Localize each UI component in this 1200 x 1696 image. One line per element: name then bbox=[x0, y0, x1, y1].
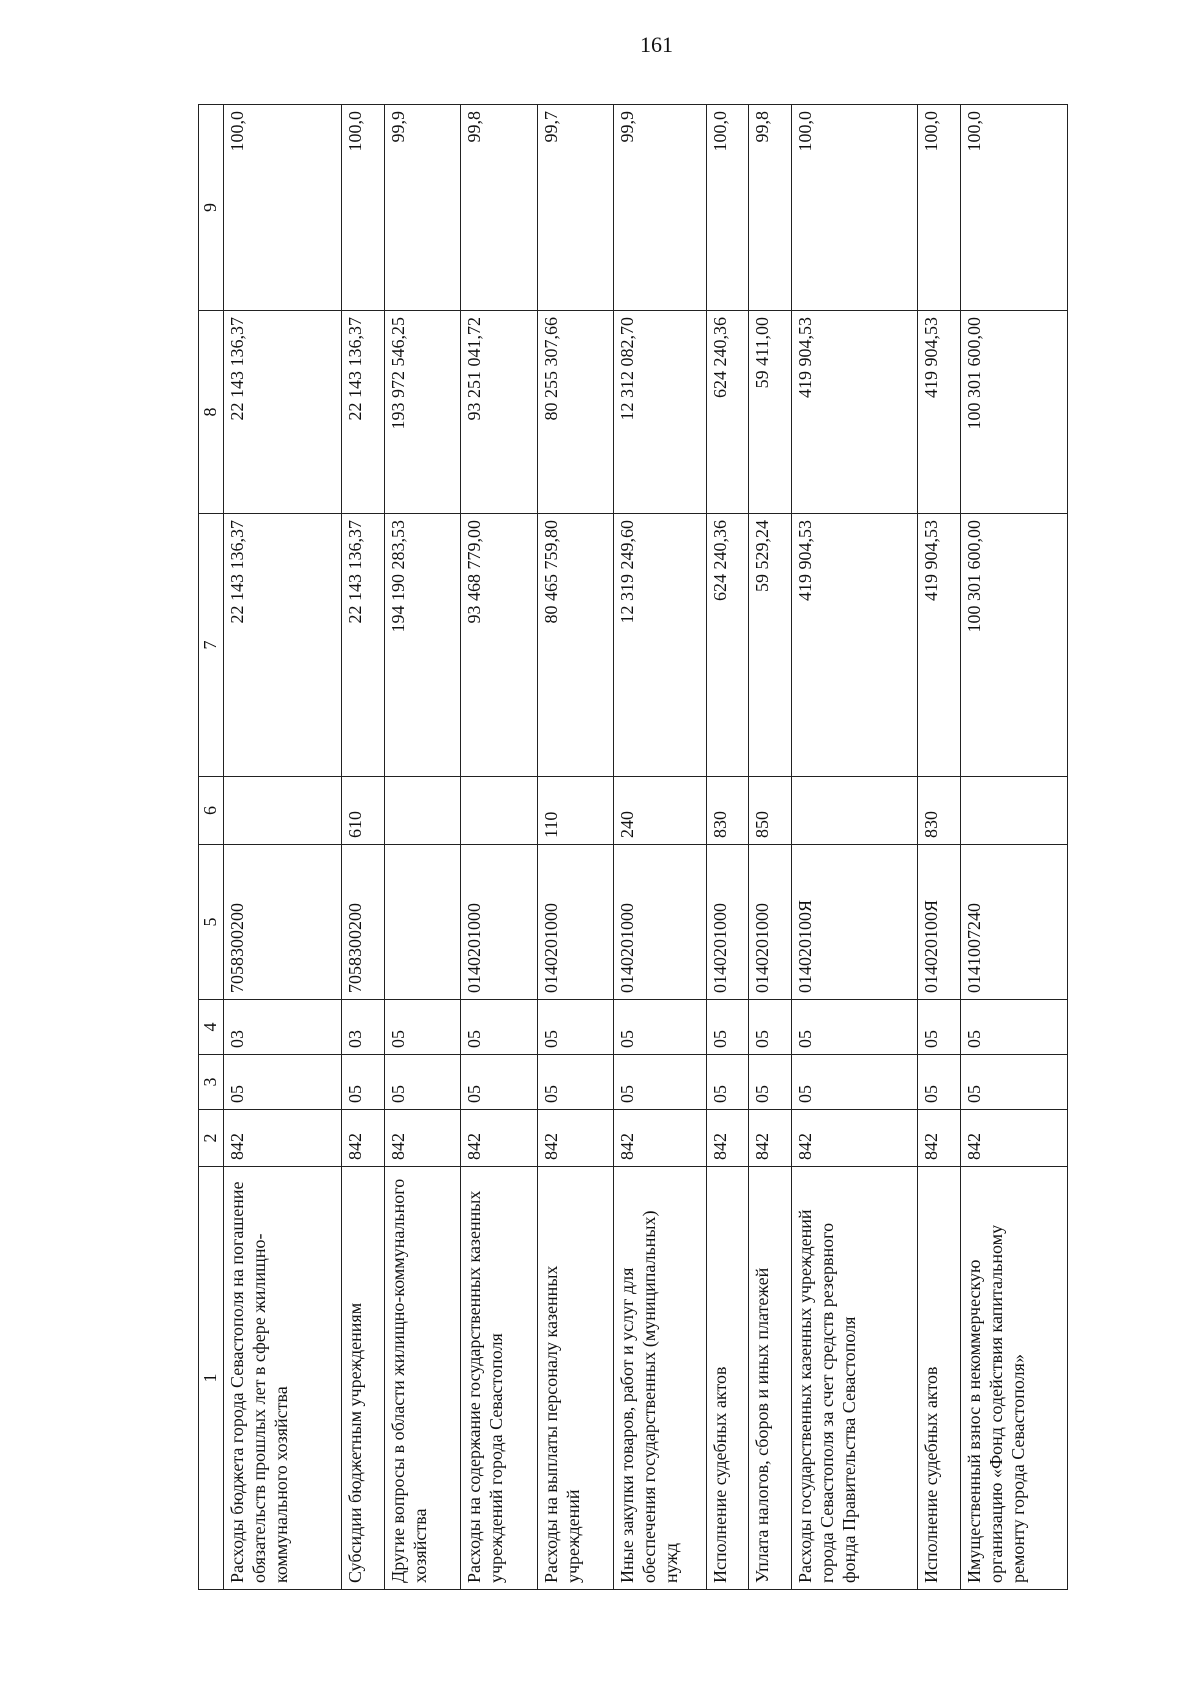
subsection-cell: 05 bbox=[614, 1000, 706, 1055]
plan-amount-cell: 624 240,36 bbox=[706, 514, 749, 777]
admin-code-cell: 842 bbox=[342, 1110, 385, 1167]
column-number-row bbox=[199, 105, 224, 1590]
section-cell: 05 bbox=[918, 1055, 961, 1110]
executed-amount-cell: 22 143 136,37 bbox=[342, 311, 385, 514]
table-row bbox=[342, 105, 385, 1590]
admin-code-cell: 842 bbox=[706, 1110, 749, 1167]
target-article-cell: 0140201000 bbox=[461, 845, 538, 1000]
percent-cell: 99,9 bbox=[614, 105, 706, 311]
plan-amount-cell: 22 143 136,37 bbox=[224, 514, 342, 777]
description-cell: Уплата налогов, сборов и иных платежей bbox=[749, 1167, 792, 1590]
plan-amount-cell: 194 190 283,53 bbox=[384, 514, 461, 777]
subsection-cell: 05 bbox=[537, 1000, 614, 1055]
column-header: 1 bbox=[199, 1167, 224, 1590]
executed-amount-cell: 419 904,53 bbox=[918, 311, 961, 514]
table-row bbox=[461, 105, 538, 1590]
description-cell: Расходы бюджета города Севастополя на погашение обязательств прошлых лет в сфере жилищно-коммунального хозяйства bbox=[224, 1167, 342, 1590]
target-article-cell: 0140201000 bbox=[706, 845, 749, 1000]
section-cell: 05 bbox=[461, 1055, 538, 1110]
section-cell: 05 bbox=[706, 1055, 749, 1110]
plan-amount-cell: 419 904,53 bbox=[918, 514, 961, 777]
expense-type-cell bbox=[384, 777, 461, 845]
section-cell: 05 bbox=[537, 1055, 614, 1110]
subsection-cell: 05 bbox=[792, 1000, 918, 1055]
table-row bbox=[224, 105, 342, 1590]
admin-code-cell: 842 bbox=[461, 1110, 538, 1167]
table-row bbox=[614, 105, 706, 1590]
table-row bbox=[918, 105, 961, 1590]
subsection-cell: 03 bbox=[342, 1000, 385, 1055]
target-article-cell: 014020100Я bbox=[918, 845, 961, 1000]
percent-cell: 100,0 bbox=[706, 105, 749, 311]
target-article-cell: 0140201000 bbox=[749, 845, 792, 1000]
table-row bbox=[792, 105, 918, 1590]
plan-amount-cell: 22 143 136,37 bbox=[342, 514, 385, 777]
expense-type-cell: 850 bbox=[749, 777, 792, 845]
plan-amount-cell: 93 468 779,00 bbox=[461, 514, 538, 777]
target-article-cell: 014020100Я bbox=[792, 845, 918, 1000]
executed-amount-cell: 624 240,36 bbox=[706, 311, 749, 514]
percent-cell: 100,0 bbox=[792, 105, 918, 311]
expense-type-cell bbox=[792, 777, 918, 845]
section-cell: 05 bbox=[749, 1055, 792, 1110]
admin-code-cell: 842 bbox=[961, 1110, 1068, 1167]
subsection-cell: 05 bbox=[961, 1000, 1068, 1055]
target-article-cell: 0140201000 bbox=[537, 845, 614, 1000]
section-cell: 05 bbox=[792, 1055, 918, 1110]
admin-code-cell: 842 bbox=[792, 1110, 918, 1167]
column-header: 8 bbox=[199, 311, 224, 514]
executed-amount-cell: 80 255 307,66 bbox=[537, 311, 614, 514]
description-cell: Исполнение судебных актов bbox=[918, 1167, 961, 1590]
description-cell: Иные закупки товаров, работ и услуг для обеспечения государственных (муниципальных) нужд bbox=[614, 1167, 706, 1590]
plan-amount-cell: 80 465 759,80 bbox=[537, 514, 614, 777]
target-article-cell: 7058300200 bbox=[342, 845, 385, 1000]
section-cell: 05 bbox=[384, 1055, 461, 1110]
executed-amount-cell: 12 312 082,70 bbox=[614, 311, 706, 514]
section-cell: 05 bbox=[961, 1055, 1068, 1110]
percent-cell: 100,0 bbox=[918, 105, 961, 311]
percent-cell: 100,0 bbox=[224, 105, 342, 311]
target-article-cell: 7058300200 bbox=[224, 845, 342, 1000]
description-cell: Другие вопросы в области жилищно-коммунального хозяйства bbox=[384, 1167, 461, 1590]
column-header: 9 bbox=[199, 105, 224, 311]
subsection-cell: 05 bbox=[706, 1000, 749, 1055]
admin-code-cell: 842 bbox=[384, 1110, 461, 1167]
executed-amount-cell: 419 904,53 bbox=[792, 311, 918, 514]
plan-amount-cell: 12 319 249,60 bbox=[614, 514, 706, 777]
admin-code-cell: 842 bbox=[537, 1110, 614, 1167]
expense-type-cell bbox=[961, 777, 1068, 845]
expense-type-cell: 240 bbox=[614, 777, 706, 845]
column-header: 2 bbox=[199, 1110, 224, 1167]
table-row bbox=[961, 105, 1068, 1590]
description-cell: Исполнение судебных актов bbox=[706, 1167, 749, 1590]
subsection-cell: 03 bbox=[224, 1000, 342, 1055]
description-cell: Имущественный взнос в некоммерческую организацию «Фонд содействия капитальному ремонту города Севастополя» bbox=[961, 1167, 1068, 1590]
expense-type-cell: 830 bbox=[706, 777, 749, 845]
column-header: 4 bbox=[199, 1000, 224, 1055]
section-cell: 05 bbox=[342, 1055, 385, 1110]
percent-cell: 99,7 bbox=[537, 105, 614, 311]
description-cell: Расходы на содержание государственных казенных учреждений города Севастополя bbox=[461, 1167, 538, 1590]
table-row bbox=[706, 105, 749, 1590]
budget-table bbox=[198, 104, 1068, 1590]
column-header: 6 bbox=[199, 777, 224, 845]
subsection-cell: 05 bbox=[918, 1000, 961, 1055]
admin-code-cell: 842 bbox=[918, 1110, 961, 1167]
page-number: 161 bbox=[640, 32, 673, 57]
expense-type-cell: 830 bbox=[918, 777, 961, 845]
percent-cell: 99,9 bbox=[384, 105, 461, 311]
target-article-cell bbox=[384, 845, 461, 1000]
percent-cell: 100,0 bbox=[961, 105, 1068, 311]
plan-amount-cell: 419 904,53 bbox=[792, 514, 918, 777]
percent-cell: 99,8 bbox=[749, 105, 792, 311]
subsection-cell: 05 bbox=[749, 1000, 792, 1055]
plan-amount-cell: 100 301 600,00 bbox=[961, 514, 1068, 777]
expense-type-cell bbox=[224, 777, 342, 845]
admin-code-cell: 842 bbox=[224, 1110, 342, 1167]
executed-amount-cell: 100 301 600,00 bbox=[961, 311, 1068, 514]
table-row bbox=[749, 105, 792, 1590]
description-cell: Расходы государственных казенных учреждений города Севастополя за счет средств резервного фонда Правительства Севастополя bbox=[792, 1167, 918, 1590]
subsection-cell: 05 bbox=[384, 1000, 461, 1055]
admin-code-cell: 842 bbox=[614, 1110, 706, 1167]
target-article-cell: 0140201000 bbox=[614, 845, 706, 1000]
percent-cell: 99,8 bbox=[461, 105, 538, 311]
column-header: 3 bbox=[199, 1055, 224, 1110]
section-cell: 05 bbox=[614, 1055, 706, 1110]
column-header: 5 bbox=[199, 845, 224, 1000]
table-row bbox=[384, 105, 461, 1590]
description-cell: Субсидии бюджетным учреждениям bbox=[342, 1167, 385, 1590]
executed-amount-cell: 22 143 136,37 bbox=[224, 311, 342, 514]
description-cell: Расходы на выплаты персоналу казенных учреждений bbox=[537, 1167, 614, 1590]
plan-amount-cell: 59 529,24 bbox=[749, 514, 792, 777]
executed-amount-cell: 193 972 546,25 bbox=[384, 311, 461, 514]
expense-type-cell bbox=[461, 777, 538, 845]
admin-code-cell: 842 bbox=[749, 1110, 792, 1167]
rotated-table-container bbox=[198, 105, 1068, 1590]
target-article-cell: 0141007240 bbox=[961, 845, 1068, 1000]
section-cell: 05 bbox=[224, 1055, 342, 1110]
executed-amount-cell: 59 411,00 bbox=[749, 311, 792, 514]
table-row bbox=[537, 105, 614, 1590]
expense-type-cell: 610 bbox=[342, 777, 385, 845]
percent-cell: 100,0 bbox=[342, 105, 385, 311]
column-header: 7 bbox=[199, 514, 224, 777]
expense-type-cell: 110 bbox=[537, 777, 614, 845]
subsection-cell: 05 bbox=[461, 1000, 538, 1055]
executed-amount-cell: 93 251 041,72 bbox=[461, 311, 538, 514]
